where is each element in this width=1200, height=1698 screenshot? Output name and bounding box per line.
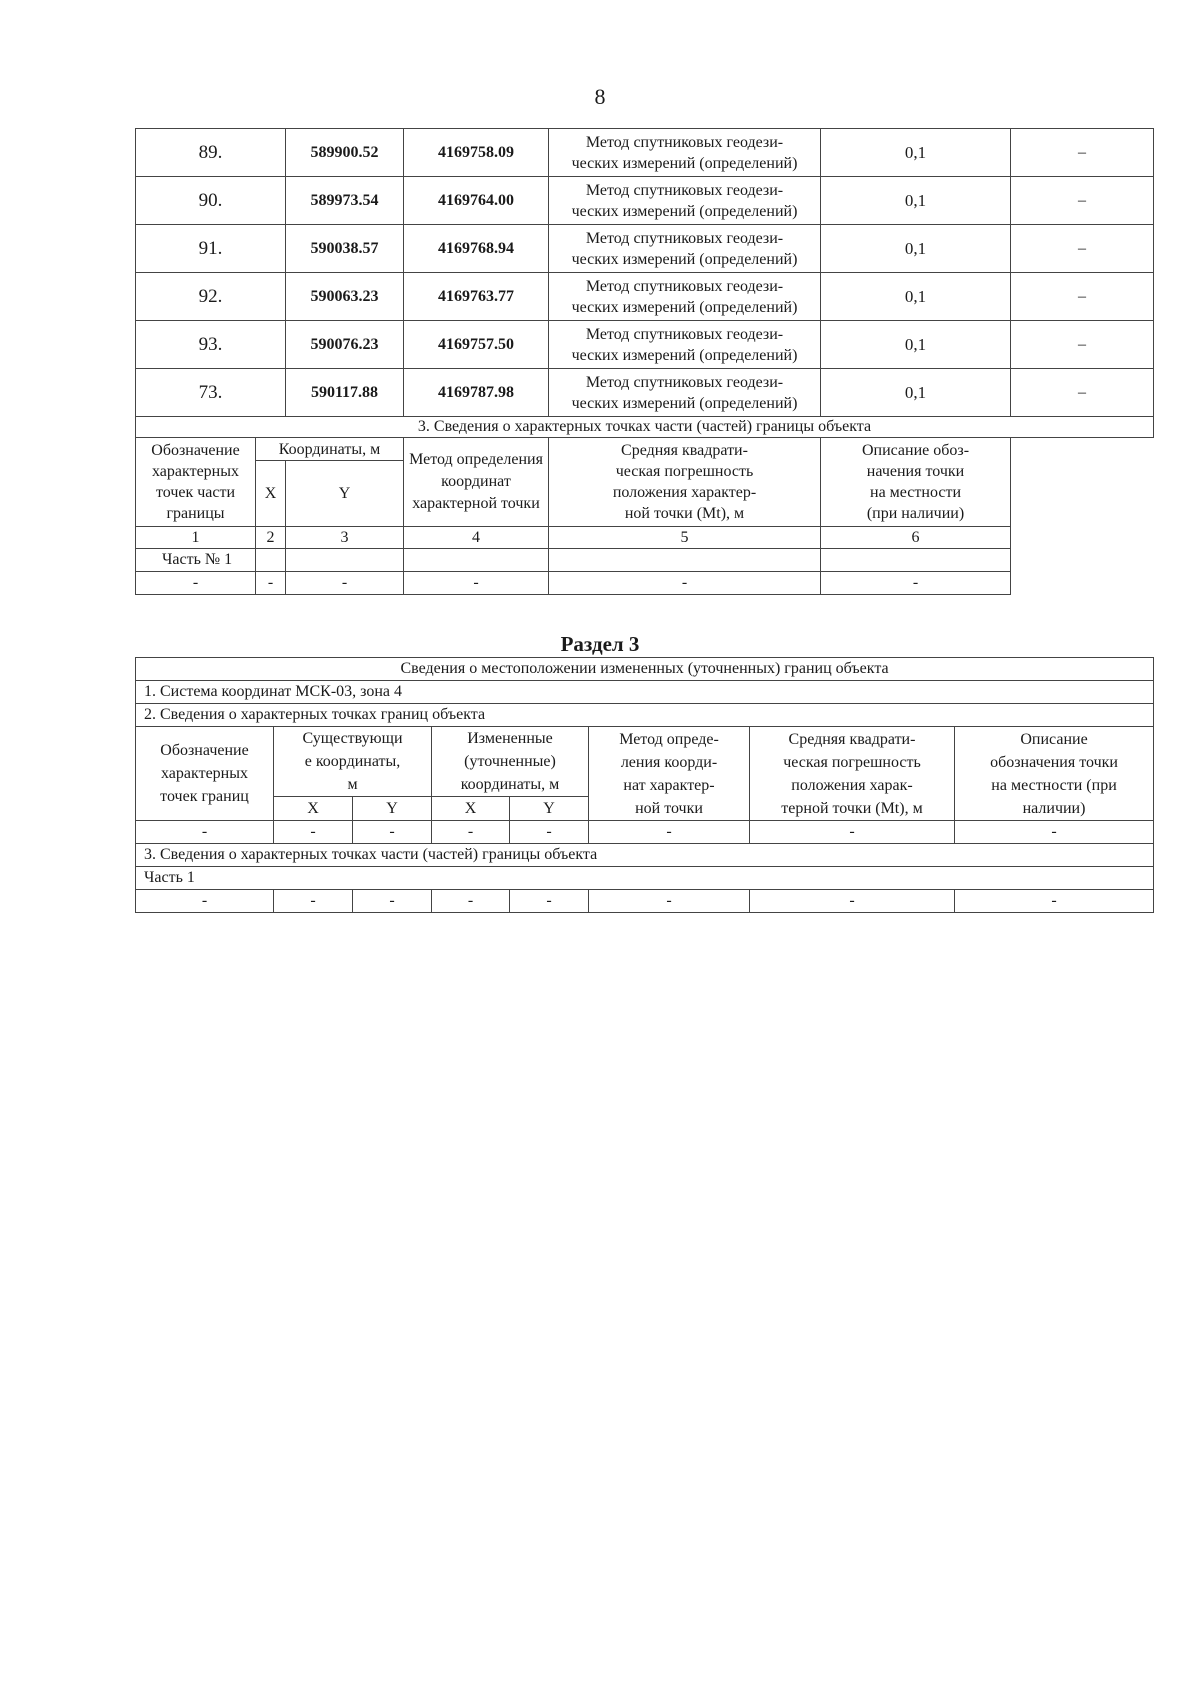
dash-cell: - — [353, 890, 432, 913]
parts-title: 3. Сведения о характерных точках части (частей) границы объекта — [136, 844, 1154, 867]
table-row — [136, 273, 1154, 321]
header-method: Метод опреде- ления коорди- нат характер- ной точки — [589, 727, 750, 821]
dash-cell: - — [432, 890, 510, 913]
point-x: 590063.23 — [286, 273, 404, 321]
points-table-body — [136, 129, 1154, 417]
table-row — [136, 369, 1154, 417]
point-description: – — [1011, 129, 1154, 177]
dash-cell: - — [353, 821, 432, 844]
header-method: Метод определения координат характерной точки — [404, 438, 549, 527]
point-x: 590076.23 — [286, 321, 404, 369]
table-row — [136, 321, 1154, 369]
point-x: 589900.52 — [286, 129, 404, 177]
point-y: 4169787.98 — [404, 369, 549, 417]
header-y: Y — [286, 461, 404, 527]
header-coordinates: Координаты, м — [256, 438, 404, 461]
header-existing-x: X — [274, 797, 353, 821]
header-changed-y: Y — [510, 797, 589, 821]
header-designation: Обозначение характерных точек части границы — [136, 438, 256, 527]
part-label: Часть № 1 — [136, 549, 256, 572]
point-number: 89. — [136, 129, 286, 177]
point-method: Метод спутниковых геодези- ческих измерений (определений) — [549, 177, 821, 225]
point-accuracy: 0,1 — [821, 273, 1011, 321]
part-label: Часть 1 — [136, 867, 1154, 890]
point-description: – — [1011, 273, 1154, 321]
dash-cell: - — [274, 821, 353, 844]
point-method: Метод спутниковых геодези- ческих измерений (определений) — [549, 129, 821, 177]
table-row — [136, 129, 1154, 177]
section-3-table-title: Сведения о местоположении измененных (уточненных) границ объекта — [136, 658, 1154, 681]
header-description: Описание обоз- начения точки на местности (при наличии) — [821, 438, 1011, 527]
header-x: X — [256, 461, 286, 527]
col-number: 3 — [286, 527, 404, 549]
point-y: 4169763.77 — [404, 273, 549, 321]
point-x: 590038.57 — [286, 225, 404, 273]
point-number: 93. — [136, 321, 286, 369]
points-title: 2. Сведения о характерных точках границ объекта — [136, 704, 1154, 727]
point-number: 92. — [136, 273, 286, 321]
dash-cell: - — [136, 821, 274, 844]
point-accuracy: 0,1 — [821, 225, 1011, 273]
coordinate-system: 1. Система координат МСК-03, зона 4 — [136, 681, 1154, 704]
point-x: 590117.88 — [286, 369, 404, 417]
point-accuracy: 0,1 — [821, 177, 1011, 225]
point-number: 73. — [136, 369, 286, 417]
header-accuracy: Средняя квадрати- ческая погрешность положения харак- терной точки (Mt), м — [750, 727, 955, 821]
dash-cell: - — [136, 890, 274, 913]
page-number: 8 — [594, 84, 606, 109]
dash-cell: - — [750, 890, 955, 913]
table-row — [136, 225, 1154, 273]
header-designation: Обозначение характерных точек границ — [136, 727, 274, 821]
dash-cell: - — [549, 572, 821, 595]
point-number: 91. — [136, 225, 286, 273]
point-method: Метод спутниковых геодези- ческих измерений (определений) — [549, 321, 821, 369]
dash-cell: - — [821, 572, 1011, 595]
point-description: – — [1011, 177, 1154, 225]
col-number: 6 — [821, 527, 1011, 549]
dash-cell: - — [955, 890, 1154, 913]
col-number: 2 — [256, 527, 286, 549]
point-method: Метод спутниковых геодези- ческих измерений (определений) — [549, 225, 821, 273]
point-y: 4169764.00 — [404, 177, 549, 225]
point-method: Метод спутниковых геодези- ческих измерений (определений) — [549, 369, 821, 417]
point-y: 4169757.50 — [404, 321, 549, 369]
col-number: 1 — [136, 527, 256, 549]
section-3-table — [135, 657, 1154, 913]
table-row — [136, 177, 1154, 225]
point-number: 90. — [136, 177, 286, 225]
point-accuracy: 0,1 — [821, 321, 1011, 369]
point-description: – — [1011, 321, 1154, 369]
col-number: 5 — [549, 527, 821, 549]
point-accuracy: 0,1 — [821, 129, 1011, 177]
header-existing-coordinates: Существующи е координаты, м — [274, 727, 432, 797]
dash-cell: - — [256, 572, 286, 595]
dash-cell: - — [510, 821, 589, 844]
dash-cell: - — [136, 572, 256, 595]
point-description: – — [1011, 369, 1154, 417]
point-description: – — [1011, 225, 1154, 273]
dash-cell: - — [432, 821, 510, 844]
point-accuracy: 0,1 — [821, 369, 1011, 417]
dash-cell: - — [510, 890, 589, 913]
header-existing-y: Y — [353, 797, 432, 821]
dash-cell: - — [286, 572, 404, 595]
dash-cell: - — [274, 890, 353, 913]
part-section-title: 3. Сведения о характерных точках части (частей) границы объекта — [136, 417, 1154, 438]
point-x: 589973.54 — [286, 177, 404, 225]
dash-cell: - — [750, 821, 955, 844]
points-table — [135, 128, 1154, 595]
section-3-title: Раздел 3 — [560, 632, 640, 656]
point-y: 4169758.09 — [404, 129, 549, 177]
point-method: Метод спутниковых геодези- ческих измерений (определений) — [549, 273, 821, 321]
dash-cell: - — [955, 821, 1154, 844]
point-y: 4169768.94 — [404, 225, 549, 273]
dash-cell: - — [589, 821, 750, 844]
header-changed-x: X — [432, 797, 510, 821]
header-accuracy: Средняя квадрати- ческая погрешность положения характер- ной точки (Mt), м — [549, 438, 821, 527]
col-number: 4 — [404, 527, 549, 549]
header-changed-coordinates: Измененные (уточненные) координаты, м — [432, 727, 589, 797]
dash-cell: - — [404, 572, 549, 595]
header-description: Описание обозначения точки на местности (при наличии) — [955, 727, 1154, 821]
dash-cell: - — [589, 890, 750, 913]
